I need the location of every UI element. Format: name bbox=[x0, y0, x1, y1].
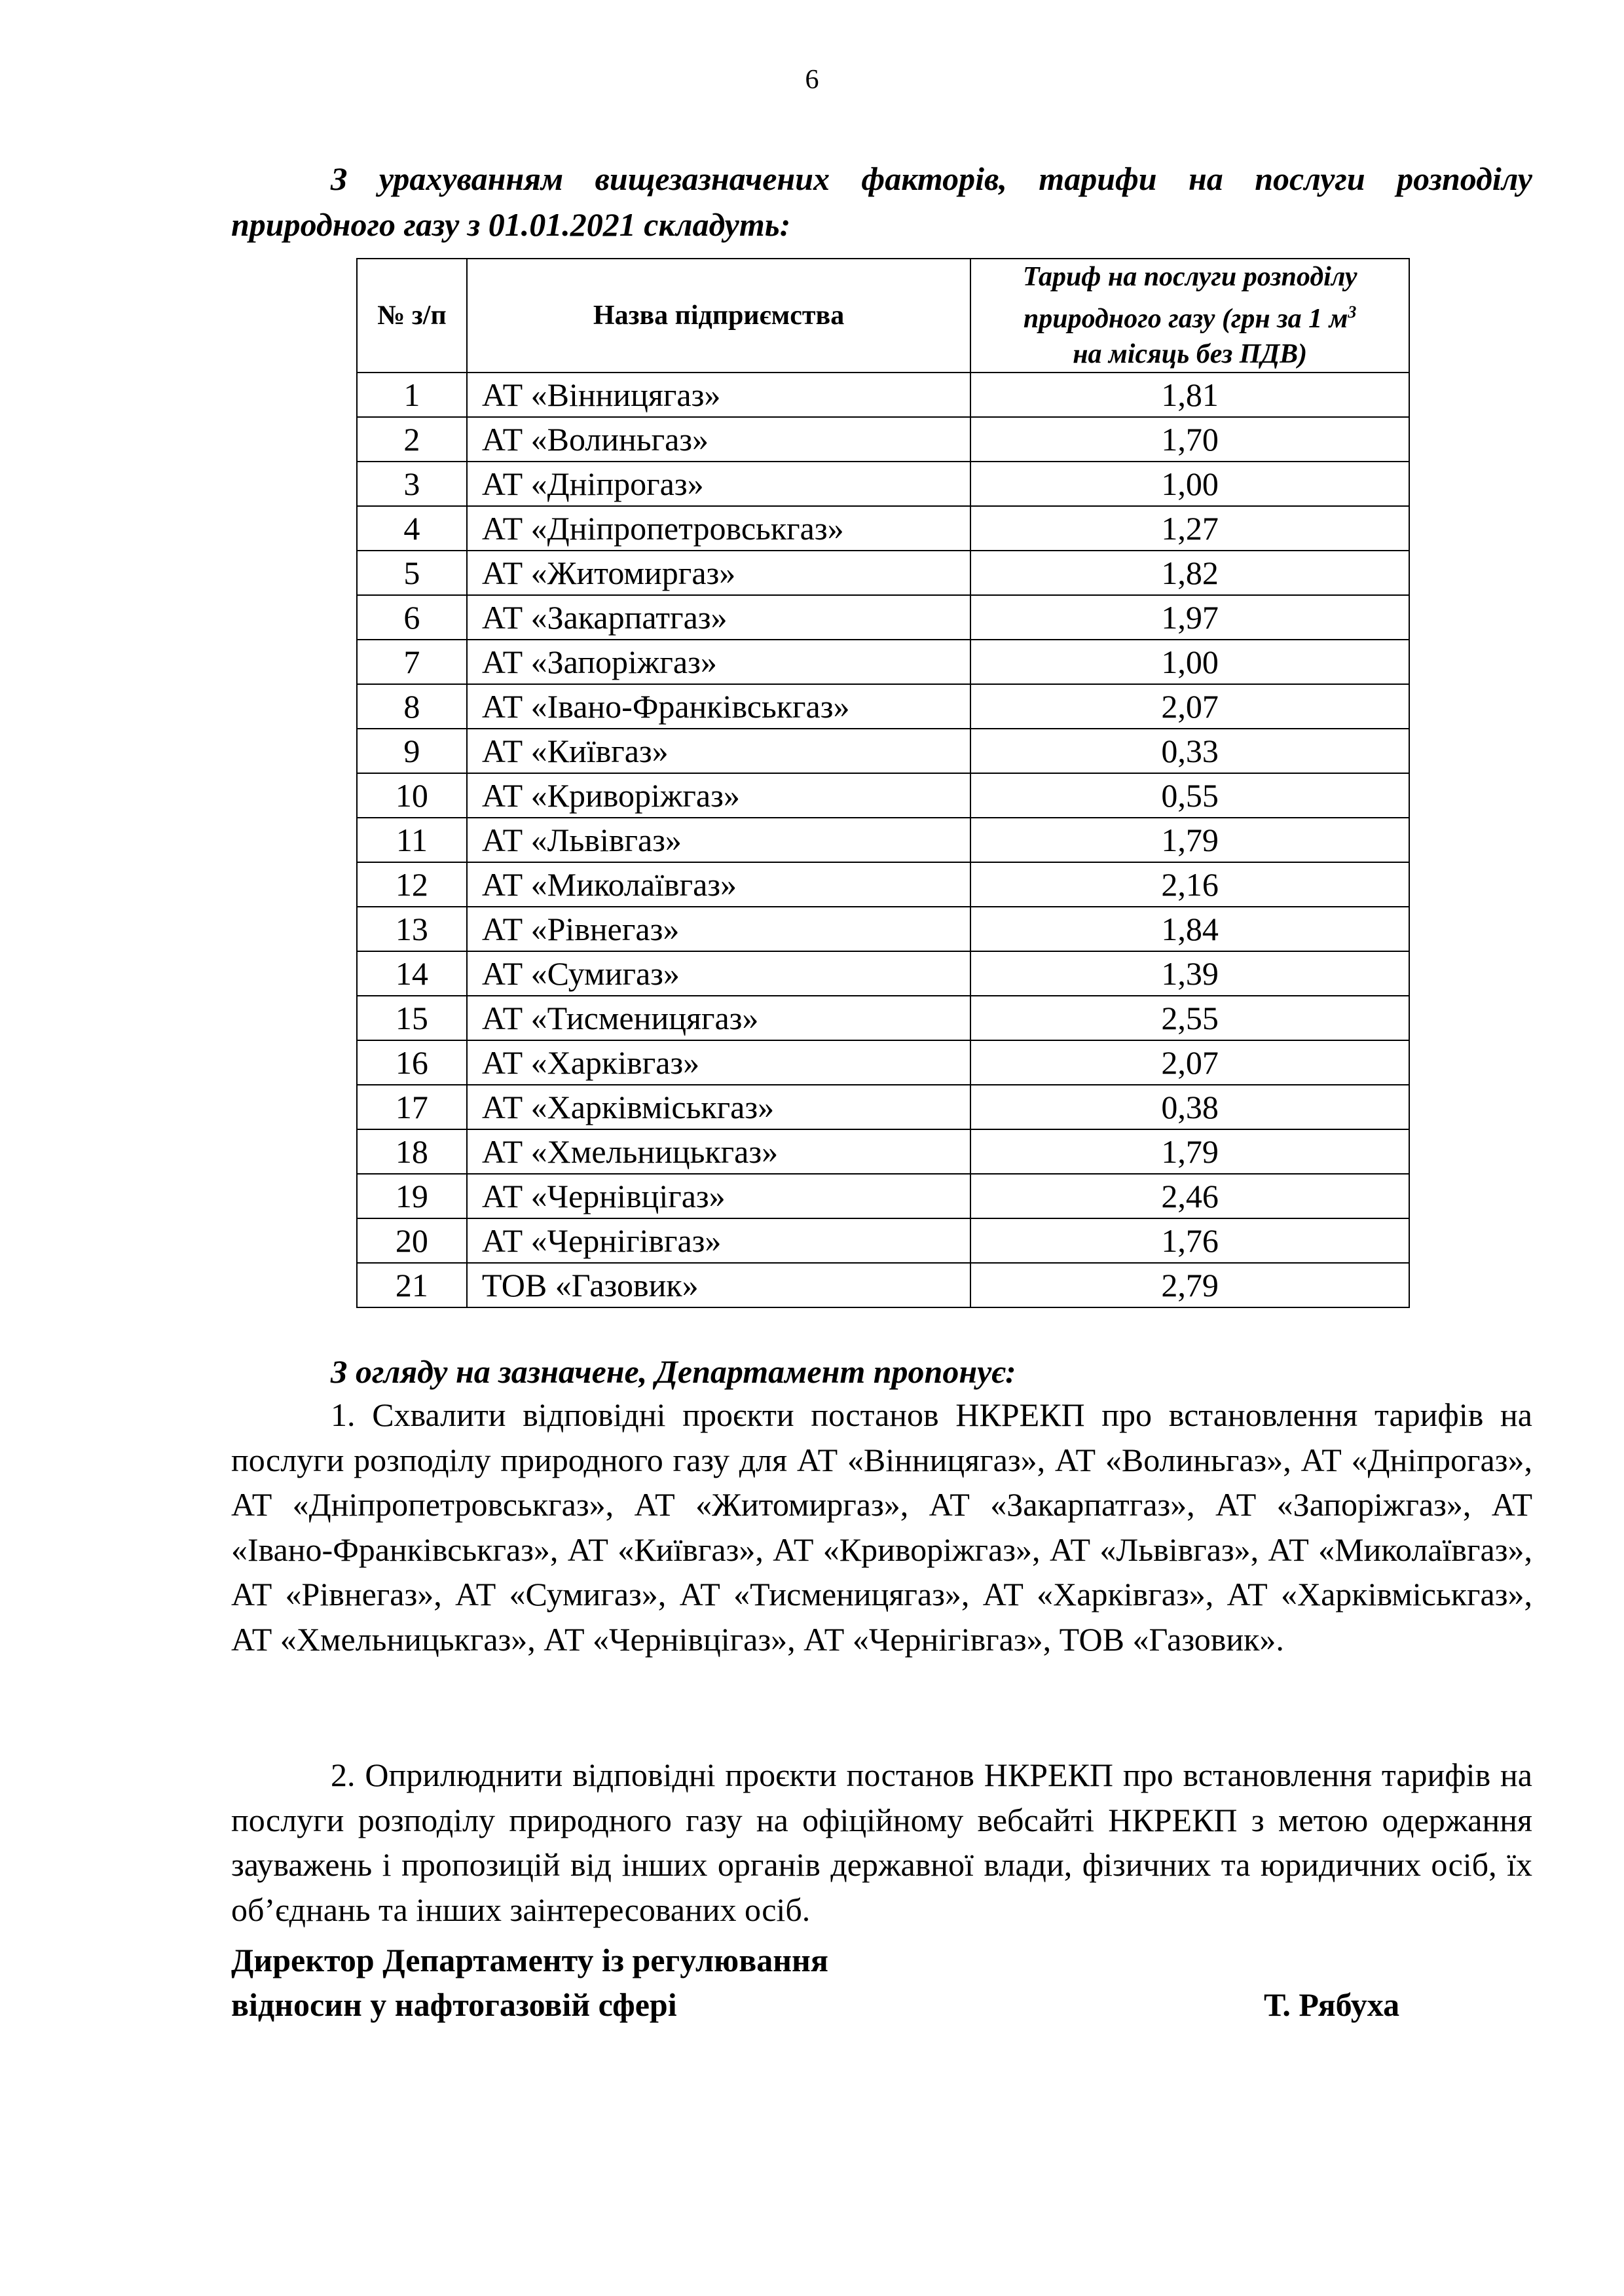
row-tariff-value: 2,55 bbox=[970, 996, 1409, 1040]
table-row bbox=[357, 773, 1409, 818]
row-number: 2 bbox=[357, 417, 467, 462]
row-number: 16 bbox=[357, 1040, 467, 1085]
table-row bbox=[357, 907, 1409, 951]
row-company-name: АТ «Львівгаз» bbox=[467, 818, 970, 862]
row-number: 14 bbox=[357, 951, 467, 996]
row-number: 10 bbox=[357, 773, 467, 818]
table-row bbox=[357, 595, 1409, 640]
signature-position-line-1: Директор Департаменту із регулювання bbox=[231, 1942, 828, 1978]
row-company-name: АТ «Київгаз» bbox=[467, 729, 970, 773]
table-body bbox=[357, 373, 1409, 1307]
row-tariff-value: 2,79 bbox=[970, 1263, 1409, 1307]
table-row bbox=[357, 640, 1409, 684]
row-tariff-value: 1,84 bbox=[970, 907, 1409, 951]
row-tariff-value: 2,07 bbox=[970, 684, 1409, 729]
table-row bbox=[357, 951, 1409, 996]
row-company-name: АТ «Чернігівгаз» bbox=[467, 1218, 970, 1263]
row-number: 3 bbox=[357, 462, 467, 506]
row-company-name: АТ «Рівнегаз» bbox=[467, 907, 970, 951]
proposal-item-2: 2. Оприлюднити відповідні проєкти постанов НКРЕКП про встановлення тарифів на послуги розподілу природного газу на офіційному вебсайті НКРЕКП з метою одержання зауважень і пропозицій від інших органів державної влади, фізичних та юридичних осіб, їх об’єднань та інших заінтересованих осіб. bbox=[231, 1757, 1532, 1928]
intro-paragraph: З урахуванням вищезазначених факторів, тарифи на послуги розподілу природного газу з 01.01.2021 складуть: bbox=[231, 160, 1532, 243]
row-number: 4 bbox=[357, 506, 467, 551]
row-tariff-value: 1,76 bbox=[970, 1218, 1409, 1263]
row-number: 11 bbox=[357, 818, 467, 862]
table-row bbox=[357, 1129, 1409, 1174]
row-number: 21 bbox=[357, 1263, 467, 1307]
row-number: 20 bbox=[357, 1218, 467, 1263]
row-company-name: АТ «Тисменицягаз» bbox=[467, 996, 970, 1040]
row-company-name: АТ «Чернівцігаз» bbox=[467, 1174, 970, 1218]
header-company-name: Назва підприємства bbox=[467, 259, 970, 373]
table-row bbox=[357, 1174, 1409, 1218]
signature-position-line-2: відносин у нафтогазовій сфері bbox=[231, 1986, 677, 2023]
row-tariff-value: 1,00 bbox=[970, 462, 1409, 506]
row-tariff-value: 1,82 bbox=[970, 551, 1409, 595]
row-company-name: АТ «Харківгаз» bbox=[467, 1040, 970, 1085]
row-number: 9 bbox=[357, 729, 467, 773]
row-tariff-value: 2,46 bbox=[970, 1174, 1409, 1218]
table-row bbox=[357, 506, 1409, 551]
table-row bbox=[357, 1263, 1409, 1307]
table-header-row bbox=[357, 259, 1409, 373]
page-number: 6 bbox=[805, 65, 819, 95]
proposal-item-1: 1. Схвалити відповідні проєкти постанов НКРЕКП про встановлення тарифів на послуги розподілу природного газу для АТ «Вінницягаз», АТ «Волиньгаз», АТ «Дніпрогаз», АТ «Дніпропетровськгаз», АТ «Житомиргаз», АТ «Закарпатгаз», АТ «Запоріжгаз», АТ «Івано-Франківськгаз», АТ «Київгаз», АТ «Криворіжгаз», АТ «Львівгаз», АТ «Миколаївгаз», АТ «Рівнегаз», АТ «Сумигаз», АТ «Тисменицягаз», АТ «Харківгаз», АТ «Харківміськгаз», АТ «Хмельницькгаз», АТ «Чернівцігаз», АТ «Чернігівгаз», ТОВ «Газовик». bbox=[231, 1396, 1532, 1658]
table-row bbox=[357, 729, 1409, 773]
header-tariff bbox=[970, 259, 1409, 373]
row-company-name: АТ «Волиньгаз» bbox=[467, 417, 970, 462]
row-number: 6 bbox=[357, 595, 467, 640]
table-row bbox=[357, 1040, 1409, 1085]
row-number: 17 bbox=[357, 1085, 467, 1129]
row-company-name: АТ «Дніпрогаз» bbox=[467, 462, 970, 506]
row-company-name: АТ «Закарпатгаз» bbox=[467, 595, 970, 640]
row-tariff-value: 0,38 bbox=[970, 1085, 1409, 1129]
row-company-name: АТ «Харківміськгаз» bbox=[467, 1085, 970, 1129]
row-number: 8 bbox=[357, 684, 467, 729]
header-tariff-superscript: 3 bbox=[1348, 302, 1357, 321]
table-row bbox=[357, 462, 1409, 506]
row-tariff-value: 1,79 bbox=[970, 1129, 1409, 1174]
row-tariff-value: 1,70 bbox=[970, 417, 1409, 462]
row-company-name: ТОВ «Газовик» bbox=[467, 1263, 970, 1307]
tariff-table bbox=[356, 258, 1410, 1308]
table-row bbox=[357, 417, 1409, 462]
table-row bbox=[357, 551, 1409, 595]
table-row bbox=[357, 996, 1409, 1040]
row-tariff-value: 0,55 bbox=[970, 773, 1409, 818]
header-tariff-text: Тариф на послуги розподілу природного газу (грн за 1 м bbox=[1022, 262, 1357, 334]
header-tariff-tail: на місяць без ПДВ) bbox=[1073, 339, 1308, 369]
row-tariff-value: 2,16 bbox=[970, 862, 1409, 907]
row-tariff-value: 0,33 bbox=[970, 729, 1409, 773]
signature-name: Т. Рябуха bbox=[1264, 1986, 1400, 2023]
row-number: 18 bbox=[357, 1129, 467, 1174]
table-row bbox=[357, 1218, 1409, 1263]
header-number: № з/п bbox=[357, 259, 467, 373]
row-company-name: АТ «Дніпропетровськгаз» bbox=[467, 506, 970, 551]
row-tariff-value: 1,79 bbox=[970, 818, 1409, 862]
table-row bbox=[357, 684, 1409, 729]
row-number: 15 bbox=[357, 996, 467, 1040]
table-row bbox=[357, 862, 1409, 907]
row-company-name: АТ «Миколаївгаз» bbox=[467, 862, 970, 907]
row-tariff-value: 1,39 bbox=[970, 951, 1409, 996]
row-company-name: АТ «Криворіжгаз» bbox=[467, 773, 970, 818]
table-row bbox=[357, 1085, 1409, 1129]
row-company-name: АТ «Сумигаз» bbox=[467, 951, 970, 996]
row-number: 19 bbox=[357, 1174, 467, 1218]
table-row bbox=[357, 373, 1409, 417]
row-tariff-value: 2,07 bbox=[970, 1040, 1409, 1085]
row-company-name: АТ «Хмельницькгаз» bbox=[467, 1129, 970, 1174]
row-company-name: АТ «Вінницягаз» bbox=[467, 373, 970, 417]
row-number: 13 bbox=[357, 907, 467, 951]
row-tariff-value: 1,00 bbox=[970, 640, 1409, 684]
row-company-name: АТ «Житомиргаз» bbox=[467, 551, 970, 595]
row-tariff-value: 1,81 bbox=[970, 373, 1409, 417]
row-company-name: АТ «Запоріжгаз» bbox=[467, 640, 970, 684]
row-tariff-value: 1,97 bbox=[970, 595, 1409, 640]
table-row bbox=[357, 818, 1409, 862]
row-company-name: АТ «Івано-Франківськгаз» bbox=[467, 684, 970, 729]
row-number: 5 bbox=[357, 551, 467, 595]
proposal-heading: З огляду на зазначене, Департамент пропонує: bbox=[331, 1353, 1016, 1390]
row-number: 1 bbox=[357, 373, 467, 417]
row-number: 7 bbox=[357, 640, 467, 684]
row-tariff-value: 1,27 bbox=[970, 506, 1409, 551]
row-number: 12 bbox=[357, 862, 467, 907]
